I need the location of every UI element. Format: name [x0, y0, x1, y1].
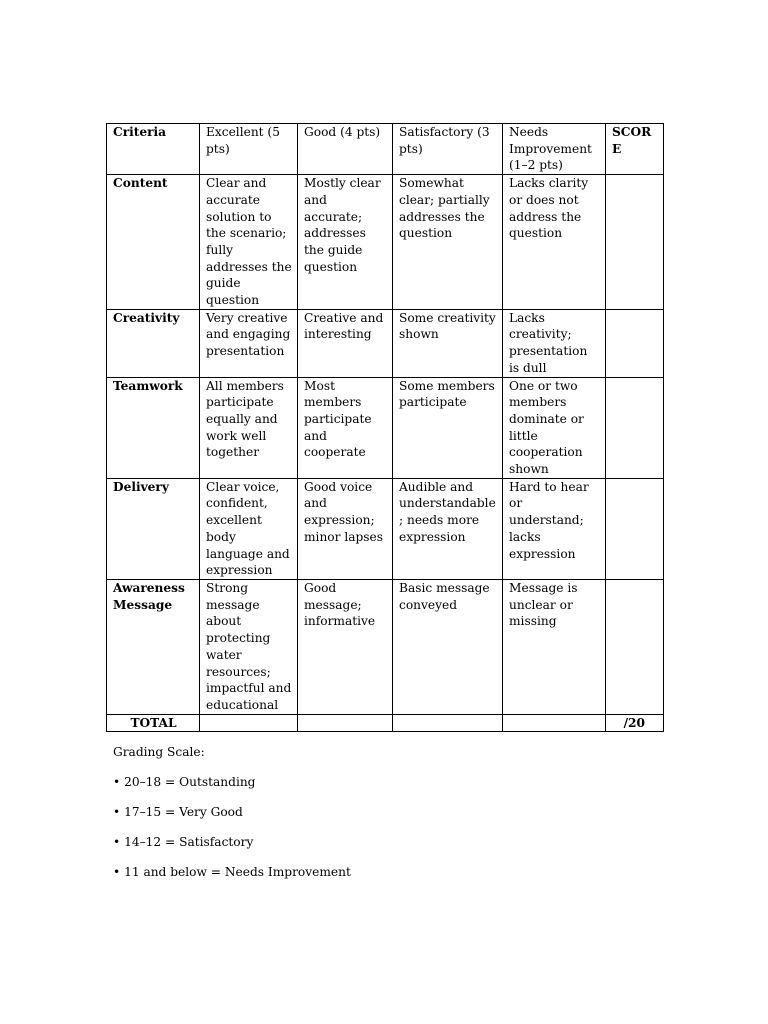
- criteria-cell: Delivery: [107, 478, 200, 579]
- header-good: Good (4 pts): [298, 124, 393, 175]
- table-row: [107, 579, 664, 714]
- needs-improvement-cell: Lacks clarity or does not address the question: [503, 175, 606, 310]
- table-row: [107, 309, 664, 377]
- header-needs-improvement: Needs Improvement (1–2 pts): [503, 124, 606, 175]
- criteria-cell: Teamwork: [107, 377, 200, 478]
- grading-scale-item: • 17–15 = Very Good: [113, 805, 243, 819]
- excellent-cell: Clear and accurate solution to the scenario; fully addresses the guide question: [200, 175, 298, 310]
- total-empty-cell: [298, 714, 393, 732]
- score-cell: [606, 175, 664, 310]
- rubric-table: [106, 123, 664, 732]
- grading-scale: [113, 744, 673, 894]
- score-cell: [606, 579, 664, 714]
- satisfactory-cell: Basic message conveyed: [393, 579, 503, 714]
- excellent-cell: Clear voice, confident, excellent body language and expression: [200, 478, 298, 579]
- excellent-cell: Strong message about protecting water resources; impactful and educational: [200, 579, 298, 714]
- satisfactory-cell: Audible and understandable; needs more expression: [393, 478, 503, 579]
- total-label: TOTAL: [107, 714, 200, 732]
- header-criteria: Criteria: [107, 124, 200, 175]
- header-excellent: Excellent (5 pts): [200, 124, 298, 175]
- needs-improvement-cell: Hard to hear or understand; lacks expression: [503, 478, 606, 579]
- excellent-cell: Very creative and engaging presentation: [200, 309, 298, 377]
- grading-scale-item: • 14–12 = Satisfactory: [113, 835, 254, 849]
- satisfactory-cell: Some creativity shown: [393, 309, 503, 377]
- grading-scale-item: • 20–18 = Outstanding: [113, 775, 256, 789]
- criteria-cell: Creativity: [107, 309, 200, 377]
- table-header-row: [107, 124, 664, 175]
- satisfactory-cell: Somewhat clear; partially addresses the question: [393, 175, 503, 310]
- header-satisfactory: Satisfactory (3 pts): [393, 124, 503, 175]
- criteria-cell: Awareness Message: [107, 579, 200, 714]
- total-score: /20: [606, 714, 664, 732]
- total-empty-cell: [503, 714, 606, 732]
- excellent-cell: All members participate equally and work well together: [200, 377, 298, 478]
- total-empty-cell: [200, 714, 298, 732]
- good-cell: Good message; informative: [298, 579, 393, 714]
- criteria-cell: Content: [107, 175, 200, 310]
- score-cell: [606, 478, 664, 579]
- grading-scale-title: Grading Scale:: [113, 745, 205, 759]
- header-score: SCORE: [606, 124, 664, 175]
- needs-improvement-cell: One or two members dominate or little cooperation shown: [503, 377, 606, 478]
- good-cell: Most members participate and cooperate: [298, 377, 393, 478]
- total-row: [107, 714, 664, 732]
- total-empty-cell: [393, 714, 503, 732]
- good-cell: Creative and interesting: [298, 309, 393, 377]
- score-cell: [606, 309, 664, 377]
- satisfactory-cell: Some members participate: [393, 377, 503, 478]
- grading-scale-item: • 11 and below = Needs Improvement: [113, 865, 351, 879]
- good-cell: Mostly clear and accurate; addresses the guide question: [298, 175, 393, 310]
- score-cell: [606, 377, 664, 478]
- needs-improvement-cell: Message is unclear or missing: [503, 579, 606, 714]
- good-cell: Good voice and expression; minor lapses: [298, 478, 393, 579]
- needs-improvement-cell: Lacks creativity; presentation is dull: [503, 309, 606, 377]
- table-row: [107, 478, 664, 579]
- table-row: [107, 377, 664, 478]
- table-row: [107, 175, 664, 310]
